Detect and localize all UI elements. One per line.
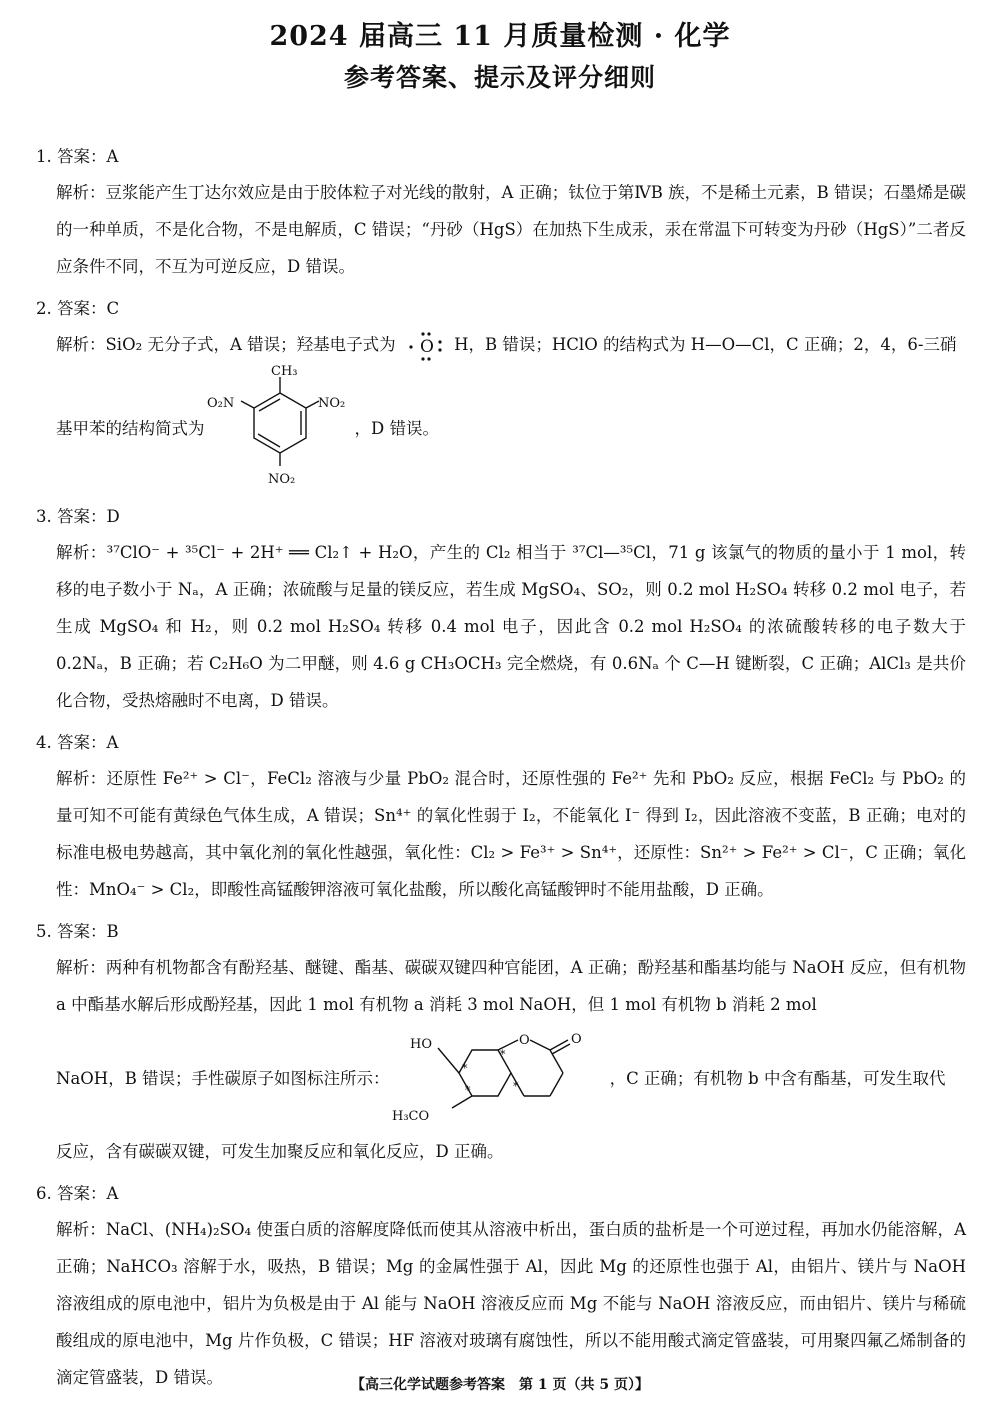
hydroxyl-electron-formula: [401, 329, 449, 363]
explanation-text: 反应，含有碳碳双键，可发生加聚反应和氧化反应，D 正确。: [56, 1142, 504, 1161]
answer-line: 6. 答案：A: [36, 1184, 119, 1203]
explanation: 解析：³⁷ClO⁻ + ³⁵Cl⁻ + 2H⁺ ══ Cl₂↑ + H₂O，产生的 Cl₂ 相当于 ³⁷Cl—³⁵Cl，71 g 该氯气的物质的量小于 1 mol，转移的电子数小于 Nₐ，A 正确；浓硫酸与足量的镁反应，若生成 MgSO₄、SO₂，则 0.2 mol H₂SO₄ 转移 0.2 mol 电子，若生成 MgSO₄ 和 H₂，则 0.2 mol H₂SO₄ 转移 0.4 mol 电子，因此含 0.2 mol H₂SO₄ 的浓硫酸转移的电子数大于 0.2Nₐ，B 正确；若 C₂H₆O 为二甲醚，则 4.6 g CH₃OCH₃ 完全燃烧，有 0.6Nₐ 个 C—H 键断裂，C 正确；AlCl₃ 是共价化合物，受热熔融时不电离，D 错误。: [56, 543, 966, 710]
question-4: [36, 726, 966, 908]
explanation-text: 解析：两种有机物都含有酚羟基、醚键、酯基、碳碳双键四种官能团，A 正确；酚羟基和酯基均能与 NaOH 反应，但有机物 a 中酯基水解后形成酚羟基，因此 1 mol 有机物 a 消耗 3 mol NaOH，但 1 mol 有机物 b 消耗 2 mol: [56, 958, 966, 1014]
explanation: 解析：豆浆能产生丁达尔效应是由于胶体粒子对光线的散射，A 正确；钛位于第ⅣB 族，不是稀土元素，B 错误；石墨烯是碳的一种单质，不是化合物，不是电解质，C 错误；“丹砂（HgS）在加热下生成汞，汞在常温下可转变为丹砂（HgS）”二者反应条件不同，不互为可逆反应，D 错误。: [56, 183, 966, 276]
question-3: [36, 500, 966, 719]
lactone-structure: [390, 1028, 610, 1128]
question-5: [36, 915, 966, 1170]
answer-line: 5. 答案：B: [36, 922, 119, 941]
tnt-structure: [205, 363, 355, 493]
page-footer: 【高三化学试题参考答案 第 1 页（共 5 页）】: [351, 1377, 649, 1393]
chiral-star: *: [499, 1048, 506, 1061]
question-2: [36, 292, 966, 493]
page-subtitle: 参考答案、提示及评分细则: [343, 63, 656, 92]
no2-right-label: NO₂: [317, 396, 345, 411]
question-6: [36, 1177, 966, 1396]
explanation-text: 基甲苯的结构简式为: [56, 418, 205, 438]
chiral-star: *: [512, 1080, 519, 1093]
answer-line: 3. 答案：D: [36, 507, 120, 526]
lactone-line: [56, 1023, 966, 1133]
oxygen-symbol: O: [419, 336, 434, 357]
ho-label: HO: [409, 1037, 432, 1052]
explanation-text: ，C 正确；有机物 b 中含有酯基，可发生取代: [609, 1068, 946, 1088]
explanation-text: 解析：SiO₂ 无分子式，A 错误；羟基电子式为: [56, 335, 396, 354]
answer-list: [36, 140, 966, 1396]
explanation-text: NaOH，B 错误；手性碳原子如图标注所示：: [56, 1068, 390, 1088]
chiral-star: *: [461, 1062, 468, 1075]
explanation-text: ，D 错误。: [354, 418, 439, 438]
chiral-star: *: [464, 1084, 471, 1097]
explanation: 解析：NaCl、(NH₄)₂SO₄ 使蛋白质的溶解度降低而使其从溶液中析出，蛋白质的盐析是一个可逆过程，再加水仍能溶解，A 正确；NaHCO₃ 溶解于水，吸热，B 错误；Mg 的金属性强于 Al，因此 Mg 的还原性也强于 Al，由铝片、镁片与 NaOH 溶液组成的原电池中，铝片为负极是由于 Al 能与 NaOH 溶液反应而 Mg 不能与 NaOH 溶液反应，而由铝片、镁片与稀硫酸组成的原电池中，Mg 片作负极，C 错误；HF 溶液对玻璃有腐蚀性，所以不能用酸式滴定管盛装，可用聚四氟乙烯制备的滴定管盛装，D 错误。: [56, 1220, 966, 1387]
no2-bottom-label: NO₂: [267, 472, 295, 487]
h3co-label: H₃CO: [391, 1109, 429, 1124]
explanation-text: H，B 错误；HClO 的结构式为 H—O—Cl，C 正确；2，4，6-三硝: [454, 335, 957, 354]
question-1: [36, 140, 966, 285]
answer-line: 1. 答案：A: [36, 147, 119, 166]
ring-oxygen-label: O: [518, 1033, 530, 1048]
explanation: [36, 326, 966, 493]
tnt-line: [56, 363, 966, 493]
explanation: [36, 949, 966, 1170]
ch3-label: CH₃: [270, 364, 297, 379]
explanation: 解析：还原性 Fe²⁺ > Cl⁻，FeCl₂ 溶液与少量 PbO₂ 混合时，还原性强的 Fe²⁺ 先和 PbO₂ 反应，根据 FeCl₂ 与 PbO₂ 的量可知不可能有黄绿色气体生成，A 错误；Sn⁴⁺ 的氧化性弱于 I₂，不能氧化 I⁻ 得到 I₂，因此溶液不变蓝，B 正确；电对的标准电极电势越高，其中氧化剂的氧化性越强，氧化性：Cl₂ > Fe³⁺ > Sn⁴⁺，还原性：Sn²⁺ > Fe²⁺ > Cl⁻，C 正确；氧化性：MnO₄⁻ > Cl₂，即酸性高锰酸钾溶液可氧化盐酸，所以酸化高锰酸钾时不能用盐酸，D 正确。: [56, 769, 966, 899]
carbonyl-oxygen-label: O: [570, 1032, 582, 1047]
answer-line: 4. 答案：A: [36, 733, 119, 752]
o2n-label: O₂N: [206, 396, 234, 411]
answer-line: 2. 答案：C: [36, 299, 120, 318]
page-title: 2024 届高三 11 月质量检测 · 化学: [269, 21, 731, 52]
